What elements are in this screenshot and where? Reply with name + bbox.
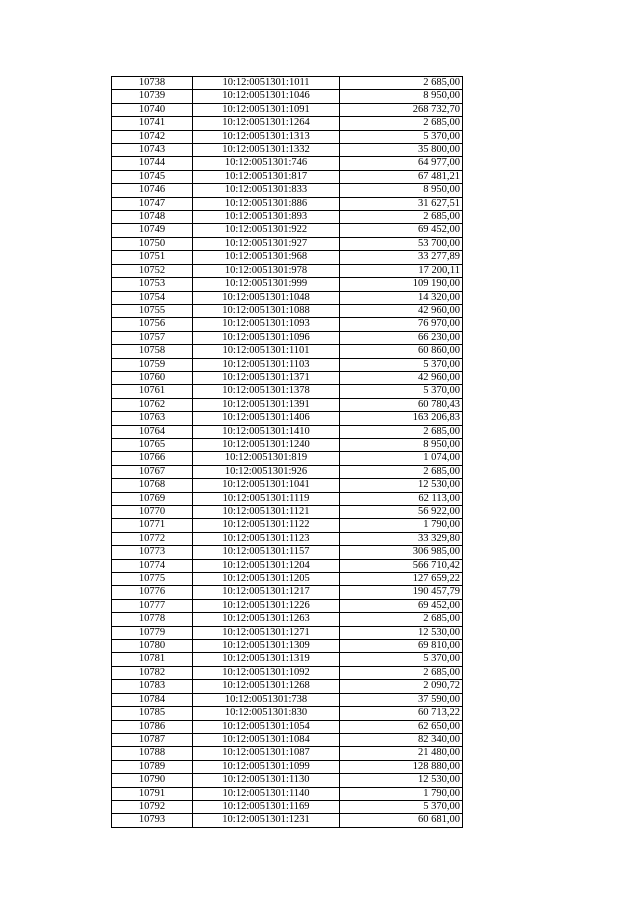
table-row	[112, 211, 463, 224]
amount-cell: 66 230,00	[340, 331, 463, 344]
amount-cell: 64 977,00	[340, 157, 463, 170]
table-row	[112, 800, 463, 813]
row-number-cell: 10789	[112, 760, 193, 773]
amount-cell: 5 370,00	[340, 130, 463, 143]
amount-cell: 62 650,00	[340, 720, 463, 733]
amount-cell: 37 590,00	[340, 693, 463, 706]
row-number-cell: 10754	[112, 291, 193, 304]
table-row	[112, 532, 463, 545]
cadastral-number-cell: 10:12:0051301:1204	[193, 559, 340, 572]
amount-cell: 5 370,00	[340, 358, 463, 371]
cadastral-number-cell: 10:12:0051301:1313	[193, 130, 340, 143]
table-row	[112, 90, 463, 103]
table-row	[112, 237, 463, 250]
amount-cell: 5 370,00	[340, 653, 463, 666]
cadastral-number-cell: 10:12:0051301:886	[193, 197, 340, 210]
amount-cell: 62 113,00	[340, 492, 463, 505]
table-row	[112, 291, 463, 304]
row-number-cell: 10779	[112, 626, 193, 639]
cadastral-number-cell: 10:12:0051301:1263	[193, 613, 340, 626]
table-row	[112, 693, 463, 706]
amount-cell: 82 340,00	[340, 733, 463, 746]
cadastral-number-cell: 10:12:0051301:1054	[193, 720, 340, 733]
table-row	[112, 720, 463, 733]
amount-cell: 60 681,00	[340, 814, 463, 827]
cadastral-number-cell: 10:12:0051301:746	[193, 157, 340, 170]
row-number-cell: 10741	[112, 117, 193, 130]
row-number-cell: 10767	[112, 465, 193, 478]
cadastral-number-cell: 10:12:0051301:1121	[193, 506, 340, 519]
row-number-cell: 10768	[112, 479, 193, 492]
cadastral-number-cell: 10:12:0051301:1157	[193, 546, 340, 559]
amount-cell: 1 790,00	[340, 787, 463, 800]
row-number-cell: 10772	[112, 532, 193, 545]
amount-cell: 12 530,00	[340, 479, 463, 492]
amount-cell: 33 329,80	[340, 532, 463, 545]
cadastral-number-cell: 10:12:0051301:1119	[193, 492, 340, 505]
cadastral-number-cell: 10:12:0051301:1140	[193, 787, 340, 800]
row-number-cell: 10747	[112, 197, 193, 210]
cadastral-number-cell: 10:12:0051301:833	[193, 184, 340, 197]
amount-cell: 2 685,00	[340, 613, 463, 626]
table-row	[112, 331, 463, 344]
cadastral-number-cell: 10:12:0051301:817	[193, 170, 340, 183]
table-row	[112, 733, 463, 746]
table-row	[112, 465, 463, 478]
row-number-cell: 10744	[112, 157, 193, 170]
row-number-cell: 10786	[112, 720, 193, 733]
table-row	[112, 224, 463, 237]
row-number-cell: 10780	[112, 640, 193, 653]
table-row	[112, 653, 463, 666]
cadastral-number-cell: 10:12:0051301:1268	[193, 680, 340, 693]
cadastral-number-cell: 10:12:0051301:819	[193, 452, 340, 465]
row-number-cell: 10739	[112, 90, 193, 103]
table-row	[112, 398, 463, 411]
table-row	[112, 358, 463, 371]
row-number-cell: 10785	[112, 707, 193, 720]
cadastral-number-cell: 10:12:0051301:1231	[193, 814, 340, 827]
cadastral-number-cell: 10:12:0051301:1091	[193, 103, 340, 116]
row-number-cell: 10749	[112, 224, 193, 237]
cadastral-number-cell: 10:12:0051301:1046	[193, 90, 340, 103]
row-number-cell: 10757	[112, 331, 193, 344]
cadastral-number-cell: 10:12:0051301:999	[193, 278, 340, 291]
row-number-cell: 10758	[112, 345, 193, 358]
row-number-cell: 10750	[112, 237, 193, 250]
table-row	[112, 479, 463, 492]
table-row	[112, 170, 463, 183]
row-number-cell: 10740	[112, 103, 193, 116]
table-row	[112, 760, 463, 773]
table-row	[112, 747, 463, 760]
cadastral-registry-table	[111, 76, 463, 828]
amount-cell: 33 277,89	[340, 251, 463, 264]
table-row	[112, 264, 463, 277]
row-number-cell: 10753	[112, 278, 193, 291]
row-number-cell: 10761	[112, 385, 193, 398]
row-number-cell: 10752	[112, 264, 193, 277]
amount-cell: 67 481,21	[340, 170, 463, 183]
table-row	[112, 506, 463, 519]
table-row	[112, 304, 463, 317]
amount-cell: 1 790,00	[340, 519, 463, 532]
row-number-cell: 10762	[112, 398, 193, 411]
amount-cell: 2 685,00	[340, 211, 463, 224]
amount-cell: 109 190,00	[340, 278, 463, 291]
row-number-cell: 10769	[112, 492, 193, 505]
cadastral-number-cell: 10:12:0051301:1088	[193, 304, 340, 317]
cadastral-number-cell: 10:12:0051301:1371	[193, 371, 340, 384]
row-number-cell: 10777	[112, 599, 193, 612]
row-number-cell: 10788	[112, 747, 193, 760]
amount-cell: 42 960,00	[340, 304, 463, 317]
row-number-cell: 10773	[112, 546, 193, 559]
cadastral-number-cell: 10:12:0051301:1205	[193, 573, 340, 586]
table-row	[112, 197, 463, 210]
cadastral-number-cell: 10:12:0051301:893	[193, 211, 340, 224]
amount-cell: 31 627,51	[340, 197, 463, 210]
row-number-cell: 10782	[112, 666, 193, 679]
row-number-cell: 10756	[112, 318, 193, 331]
row-number-cell: 10791	[112, 787, 193, 800]
registry-table-body	[112, 77, 463, 828]
table-row	[112, 599, 463, 612]
row-number-cell: 10781	[112, 653, 193, 666]
table-row	[112, 586, 463, 599]
cadastral-number-cell: 10:12:0051301:738	[193, 693, 340, 706]
table-row	[112, 103, 463, 116]
table-row	[112, 707, 463, 720]
table-row	[112, 613, 463, 626]
table-row	[112, 787, 463, 800]
row-number-cell: 10778	[112, 613, 193, 626]
amount-cell: 42 960,00	[340, 371, 463, 384]
table-row	[112, 157, 463, 170]
table-row	[112, 371, 463, 384]
cadastral-number-cell: 10:12:0051301:1309	[193, 640, 340, 653]
amount-cell: 306 985,00	[340, 546, 463, 559]
amount-cell: 21 480,00	[340, 747, 463, 760]
amount-cell: 268 732,70	[340, 103, 463, 116]
cadastral-number-cell: 10:12:0051301:1130	[193, 774, 340, 787]
amount-cell: 8 950,00	[340, 438, 463, 451]
amount-cell: 127 659,22	[340, 573, 463, 586]
cadastral-number-cell: 10:12:0051301:1092	[193, 666, 340, 679]
row-number-cell: 10745	[112, 170, 193, 183]
cadastral-number-cell: 10:12:0051301:1048	[193, 291, 340, 304]
table-row	[112, 385, 463, 398]
cadastral-number-cell: 10:12:0051301:1123	[193, 532, 340, 545]
amount-cell: 2 685,00	[340, 465, 463, 478]
table-row	[112, 626, 463, 639]
amount-cell: 566 710,42	[340, 559, 463, 572]
table-row	[112, 318, 463, 331]
amount-cell: 8 950,00	[340, 90, 463, 103]
row-number-cell: 10742	[112, 130, 193, 143]
amount-cell: 2 685,00	[340, 425, 463, 438]
cadastral-number-cell: 10:12:0051301:830	[193, 707, 340, 720]
amount-cell: 12 530,00	[340, 774, 463, 787]
table-row	[112, 117, 463, 130]
amount-cell: 60 860,00	[340, 345, 463, 358]
cadastral-number-cell: 10:12:0051301:1217	[193, 586, 340, 599]
table-row	[112, 130, 463, 143]
table-row	[112, 345, 463, 358]
row-number-cell: 10793	[112, 814, 193, 827]
cadastral-number-cell: 10:12:0051301:927	[193, 237, 340, 250]
cadastral-number-cell: 10:12:0051301:1271	[193, 626, 340, 639]
cadastral-number-cell: 10:12:0051301:1087	[193, 747, 340, 760]
cadastral-number-cell: 10:12:0051301:968	[193, 251, 340, 264]
cadastral-number-cell: 10:12:0051301:926	[193, 465, 340, 478]
table-row	[112, 774, 463, 787]
row-number-cell: 10775	[112, 573, 193, 586]
amount-cell: 56 922,00	[340, 506, 463, 519]
table-row	[112, 519, 463, 532]
row-number-cell: 10746	[112, 184, 193, 197]
amount-cell: 14 320,00	[340, 291, 463, 304]
table-row	[112, 251, 463, 264]
row-number-cell: 10790	[112, 774, 193, 787]
cadastral-number-cell: 10:12:0051301:1240	[193, 438, 340, 451]
amount-cell: 8 950,00	[340, 184, 463, 197]
amount-cell: 17 200,11	[340, 264, 463, 277]
cadastral-number-cell: 10:12:0051301:1226	[193, 599, 340, 612]
cadastral-number-cell: 10:12:0051301:1406	[193, 412, 340, 425]
amount-cell: 60 713,22	[340, 707, 463, 720]
table-row	[112, 492, 463, 505]
cadastral-number-cell: 10:12:0051301:1041	[193, 479, 340, 492]
table-row	[112, 814, 463, 827]
amount-cell: 190 457,79	[340, 586, 463, 599]
table-row	[112, 640, 463, 653]
row-number-cell: 10751	[112, 251, 193, 264]
cadastral-number-cell: 10:12:0051301:1122	[193, 519, 340, 532]
row-number-cell: 10771	[112, 519, 193, 532]
table-row	[112, 184, 463, 197]
row-number-cell: 10792	[112, 800, 193, 813]
table-row	[112, 425, 463, 438]
amount-cell: 163 206,83	[340, 412, 463, 425]
amount-cell: 69 452,00	[340, 224, 463, 237]
amount-cell: 1 074,00	[340, 452, 463, 465]
amount-cell: 60 780,43	[340, 398, 463, 411]
amount-cell: 5 370,00	[340, 385, 463, 398]
cadastral-number-cell: 10:12:0051301:1319	[193, 653, 340, 666]
row-number-cell: 10774	[112, 559, 193, 572]
amount-cell: 69 810,00	[340, 640, 463, 653]
cadastral-number-cell: 10:12:0051301:978	[193, 264, 340, 277]
cadastral-number-cell: 10:12:0051301:1093	[193, 318, 340, 331]
table-row	[112, 559, 463, 572]
row-number-cell: 10743	[112, 144, 193, 157]
table-row	[112, 680, 463, 693]
table-row	[112, 278, 463, 291]
amount-cell: 2 685,00	[340, 666, 463, 679]
cadastral-number-cell: 10:12:0051301:1099	[193, 760, 340, 773]
row-number-cell: 10770	[112, 506, 193, 519]
table-row	[112, 144, 463, 157]
amount-cell: 2 685,00	[340, 77, 463, 90]
row-number-cell: 10738	[112, 77, 193, 90]
amount-cell: 35 800,00	[340, 144, 463, 157]
amount-cell: 69 452,00	[340, 599, 463, 612]
cadastral-number-cell: 10:12:0051301:1011	[193, 77, 340, 90]
amount-cell: 53 700,00	[340, 237, 463, 250]
table-row	[112, 412, 463, 425]
cadastral-number-cell: 10:12:0051301:1101	[193, 345, 340, 358]
row-number-cell: 10763	[112, 412, 193, 425]
amount-cell: 128 880,00	[340, 760, 463, 773]
cadastral-number-cell: 10:12:0051301:1410	[193, 425, 340, 438]
amount-cell: 12 530,00	[340, 626, 463, 639]
table-row	[112, 452, 463, 465]
cadastral-number-cell: 10:12:0051301:1264	[193, 117, 340, 130]
cadastral-number-cell: 10:12:0051301:1332	[193, 144, 340, 157]
table-row	[112, 438, 463, 451]
amount-cell: 2 685,00	[340, 117, 463, 130]
table-row	[112, 666, 463, 679]
row-number-cell: 10759	[112, 358, 193, 371]
cadastral-number-cell: 10:12:0051301:1391	[193, 398, 340, 411]
row-number-cell: 10783	[112, 680, 193, 693]
row-number-cell: 10764	[112, 425, 193, 438]
row-number-cell: 10776	[112, 586, 193, 599]
cadastral-number-cell: 10:12:0051301:1103	[193, 358, 340, 371]
cadastral-number-cell: 10:12:0051301:1378	[193, 385, 340, 398]
row-number-cell: 10748	[112, 211, 193, 224]
row-number-cell: 10760	[112, 371, 193, 384]
cadastral-number-cell: 10:12:0051301:922	[193, 224, 340, 237]
cadastral-number-cell: 10:12:0051301:1169	[193, 800, 340, 813]
row-number-cell: 10787	[112, 733, 193, 746]
table-row	[112, 77, 463, 90]
row-number-cell: 10765	[112, 438, 193, 451]
table-row	[112, 573, 463, 586]
row-number-cell: 10766	[112, 452, 193, 465]
amount-cell: 2 090,72	[340, 680, 463, 693]
amount-cell: 76 970,00	[340, 318, 463, 331]
row-number-cell: 10784	[112, 693, 193, 706]
row-number-cell: 10755	[112, 304, 193, 317]
cadastral-number-cell: 10:12:0051301:1084	[193, 733, 340, 746]
table-row	[112, 546, 463, 559]
cadastral-number-cell: 10:12:0051301:1096	[193, 331, 340, 344]
amount-cell: 5 370,00	[340, 800, 463, 813]
